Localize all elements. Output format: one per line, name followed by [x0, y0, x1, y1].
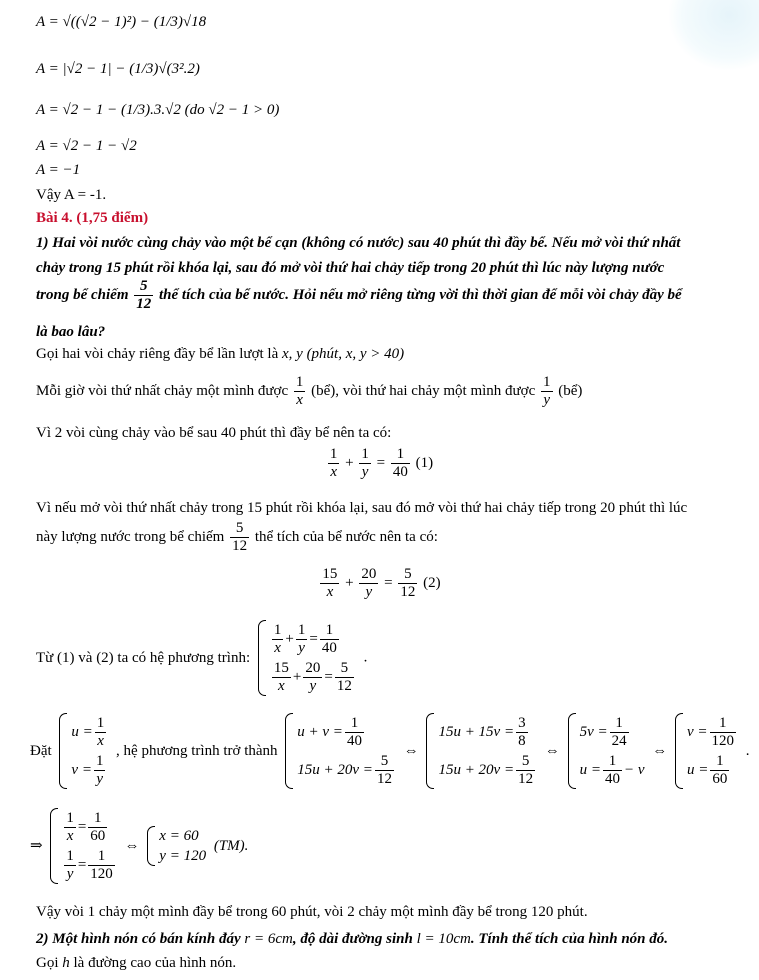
conclusion-a: Vậy A = -1. [36, 187, 107, 203]
last-line: Gọi h là đường cao của hình nón. [36, 955, 237, 971]
equation-2: $\frac{15}{x}$ + $\frac{20}{y}$ = $\frac{5}{12}$ (2) [322, 566, 441, 600]
solution-line-5: này lượng nước trong bể chiếm $\frac{5}{12}$ thể tích của bể nước nên ta có: [36, 520, 438, 554]
fraction-5-12: $\frac{5}{12}$ [136, 278, 152, 312]
system-xy: $\frac{1}{x}$ + $\frac{1}{y}$ = $\frac{1}{40}$ $\frac{15}{x}$ + $\frac{20}{y}$ = $\frac{5}{12}$ [258, 620, 356, 696]
line-a3: A = √2 − 1 − (1/3).3.√2 (do √2 − 1 > 0) [36, 102, 280, 118]
substitution-line: Đặt u = $\frac{1}{x}$ v = $\frac{1}{y}$ , hệ phương trình trở thành u + v = $\frac{1}{40}$ 15u + 20v = $\frac{5}{12}$ ⇔ 15u + 15v = $\frac{3}{8}$ 15u + 20v = $\frac{5}{12}$ ⇔ 5v = $\frac{1}{24}$ u = $\frac{1}{40}$ − v ⇔ v = $\frac{1}{120}$ u = $\frac{1}{60}$ . [30, 713, 750, 789]
system-line: Từ (1) và (2) ta có hệ phương trình: $\frac{1}{x}$ + $\frac{1}{y}$ = $\frac{1}{40}$ $\frac{15}{x}$ + $\frac{20}{y}$ = $\frac{5}{12}$ . [36, 620, 367, 696]
solution-line-1: Gọi hai vòi chảy riêng đầy bể lần lượt là x, y (phút, x, y > 40) [36, 346, 405, 362]
equation-1: $\frac{1}{x}$ + $\frac{1}{y}$ = $\frac{1}{40}$ (1) [329, 446, 434, 480]
answer-line: Vậy vòi 1 chảy một mình đầy bể trong 60 phút, vòi 2 chảy một mình đầy bể trong 120 phút. [36, 904, 588, 920]
line-a5: A = −1 [36, 162, 81, 178]
line-a1: A = √((√2 − 1)²) − (1/3)√18 [36, 14, 207, 30]
problem-line-2: chảy trong 15 phút rồi khóa lại, sau đó mở vòi thứ hai chảy tiếp trong 20 phút thì lúc này lượng nước [36, 260, 665, 276]
line-a4: A = √2 − 1 − √2 [36, 138, 137, 154]
problem-2-line: 2) Một hình nón có bán kính đáy r = 6cm, độ dài đường sinh l = 10cm. Tính thể tích của hình nón đó. [36, 931, 669, 947]
result-line: ⇒ $\frac{1}{x}$ = $\frac{1}{60}$ $\frac{1}{y}$ = $\frac{1}{120}$ ⇔ x = 60 y = 120 (TM). [30, 808, 248, 884]
solution-line-3: Vì 2 vòi cùng chảy vào bể sau 40 phút thì đầy bể nên ta có: [36, 425, 392, 441]
section-heading: Bài 4. (1,75 điểm) [36, 210, 149, 226]
problem-line-3: trong bể chiếm $\frac{5}{12}$ thể tích của bể nước. Hỏi nếu mở riêng từng vời thì thời gian để mỗi vòi chảy đầy bể [36, 278, 682, 312]
problem-line-4: là bao lâu? [36, 324, 106, 340]
solution-line-4: Vì nếu mở vòi thứ nhất chảy trong 15 phút rồi khóa lại, sau đó mở vòi thứ hai chảy tiếp trong 20 phút thì lúc [36, 500, 688, 516]
problem-line-1: 1) Hai vòi nước cùng chảy vào một bể cạn (không có nước) sau 40 phút thì đầy bể. Nếu mở vòi thứ nhất [36, 235, 681, 251]
line-a2: A = |√2 − 1| − (1/3)√(3².2) [36, 61, 200, 77]
solution-line-2: Mỗi giờ vòi thứ nhất chảy một mình được $\frac{1}{x}$ (bể), vòi thứ hai chảy một mình được $\frac{1}{y}$ (bể) [36, 374, 583, 408]
